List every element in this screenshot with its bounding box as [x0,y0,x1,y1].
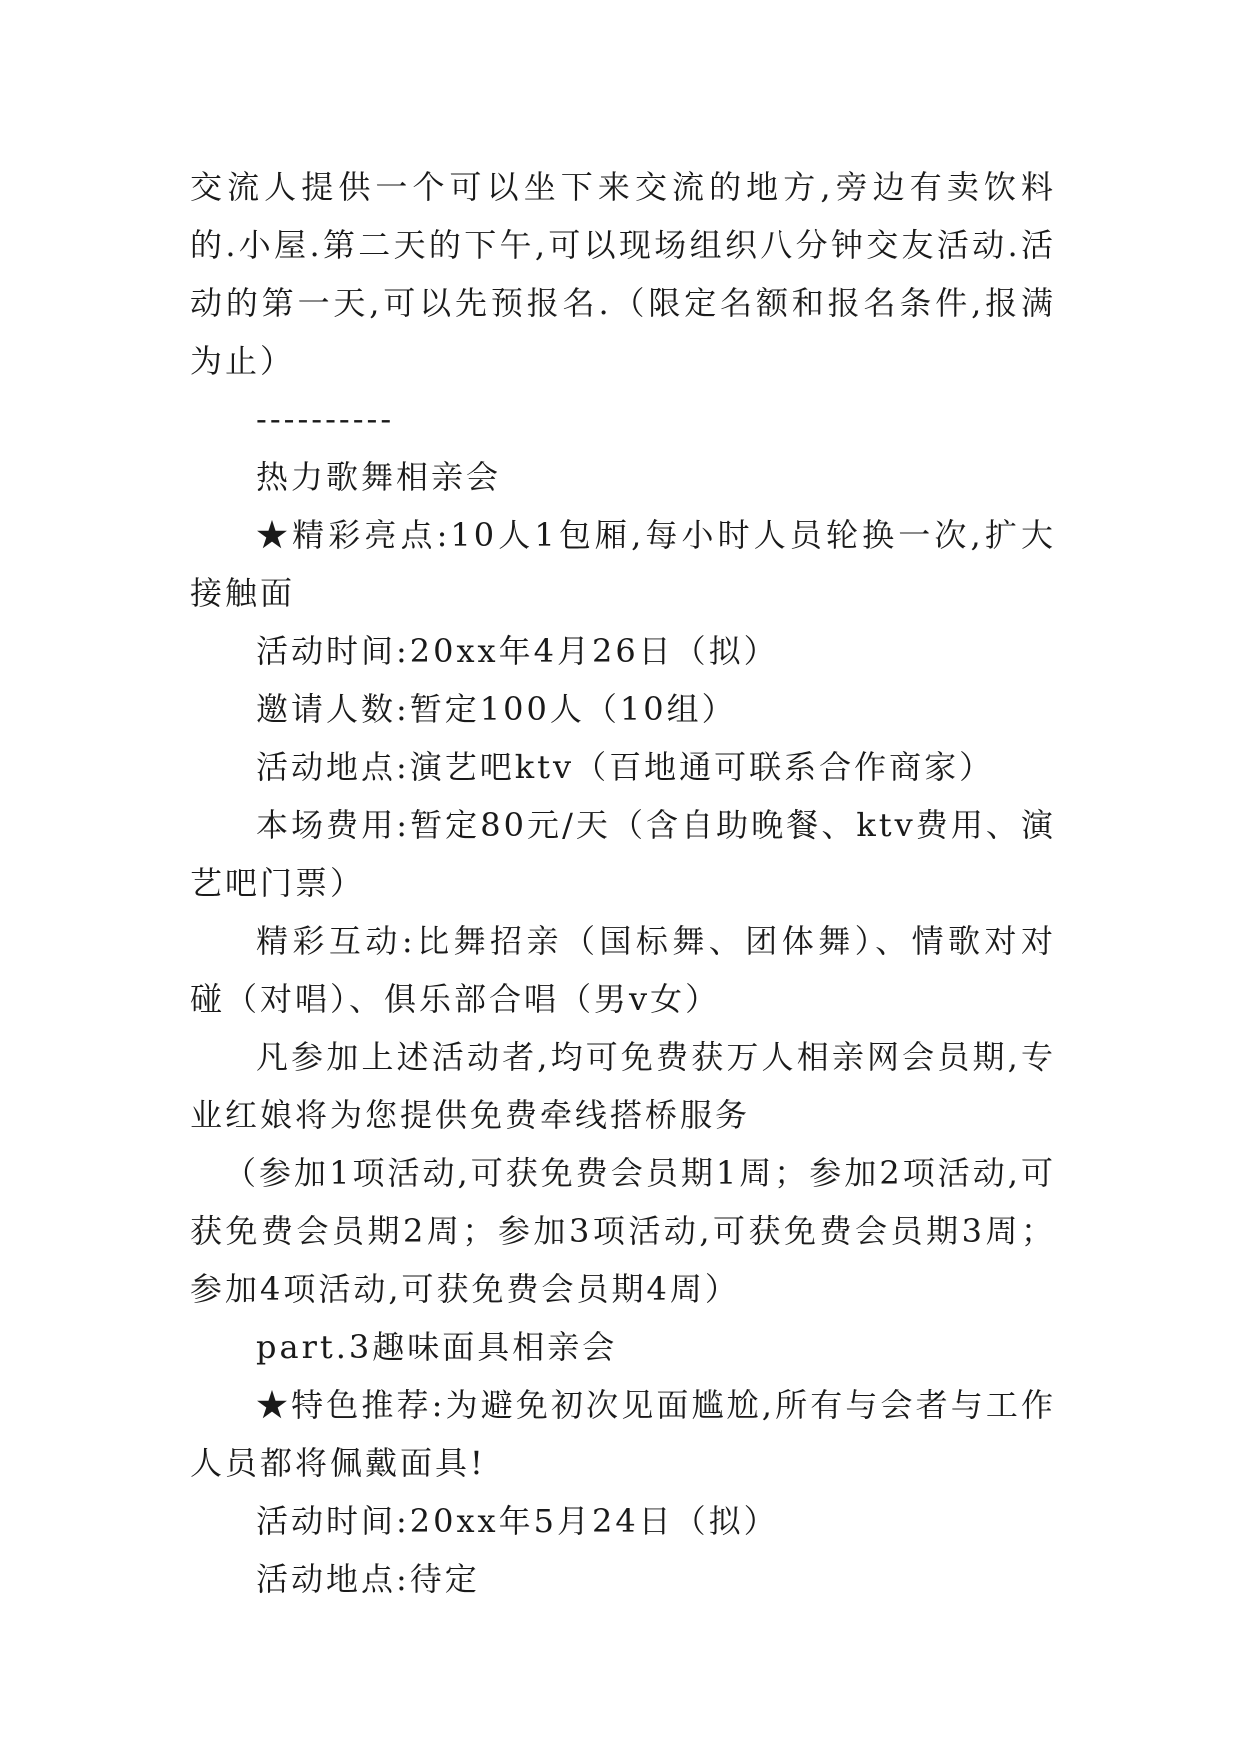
paragraph-event-time-2: 活动时间:20xx年5月24日（拟） [256,1502,779,1540]
paragraph-event-time: 活动时间:20xx年4月26日（拟） [256,632,779,670]
paragraph-event-location: 活动地点:演艺吧ktv（百地通可联系合作商家） [256,748,995,786]
paragraph-intro-continuation: 交流人提供一个可以坐下来交流的地方,旁边有卖饮料的.小屋.第二天的下午,可以现场组织八分钟交友活动.活动的第一天,可以先预报名.（限定名额和报名条件,报满为止） [190,168,1056,380]
paragraph-invite-count: 邀请人数:暂定100人（10组） [256,690,737,728]
section-title-mask-matchmaking: part.3趣味面具相亲会 [256,1328,618,1366]
paragraph-interaction: 精彩互动:比舞招亲（国标舞、团体舞）、情歌对对碰（对唱）、俱乐部合唱（男v女） [190,922,1056,1018]
paragraph-event-location-2: 活动地点:待定 [256,1560,480,1598]
paragraph-membership-benefit: 凡参加上述活动者,均可免费获万人相亲网会员期,专业红娘将为您提供免费牵线搭桥服务 [190,1038,1056,1134]
paragraph-fee: 本场费用:暂定80元/天（含自助晚餐、ktv费用、演艺吧门票） [190,806,1056,902]
section-divider: ---------- [256,400,395,438]
paragraph-highlight: ★精彩亮点:10人1包厢,每小时人员轮换一次,扩大接触面 [190,516,1056,612]
paragraph-membership-terms: （参加1项活动,可获免费会员期1周；参加2项活动,可获免费会员期2周；参加3项活动,可获免费会员期3周；参加4项活动,可获免费会员期4周） [190,1154,1056,1308]
paragraph-feature-recommendation: ★特色推荐:为避免初次见面尴尬,所有与会者与工作人员都将佩戴面具! [190,1386,1056,1482]
section-title-dance-matchmaking: 热力歌舞相亲会 [256,458,502,496]
document-page [190,158,1056,1608]
